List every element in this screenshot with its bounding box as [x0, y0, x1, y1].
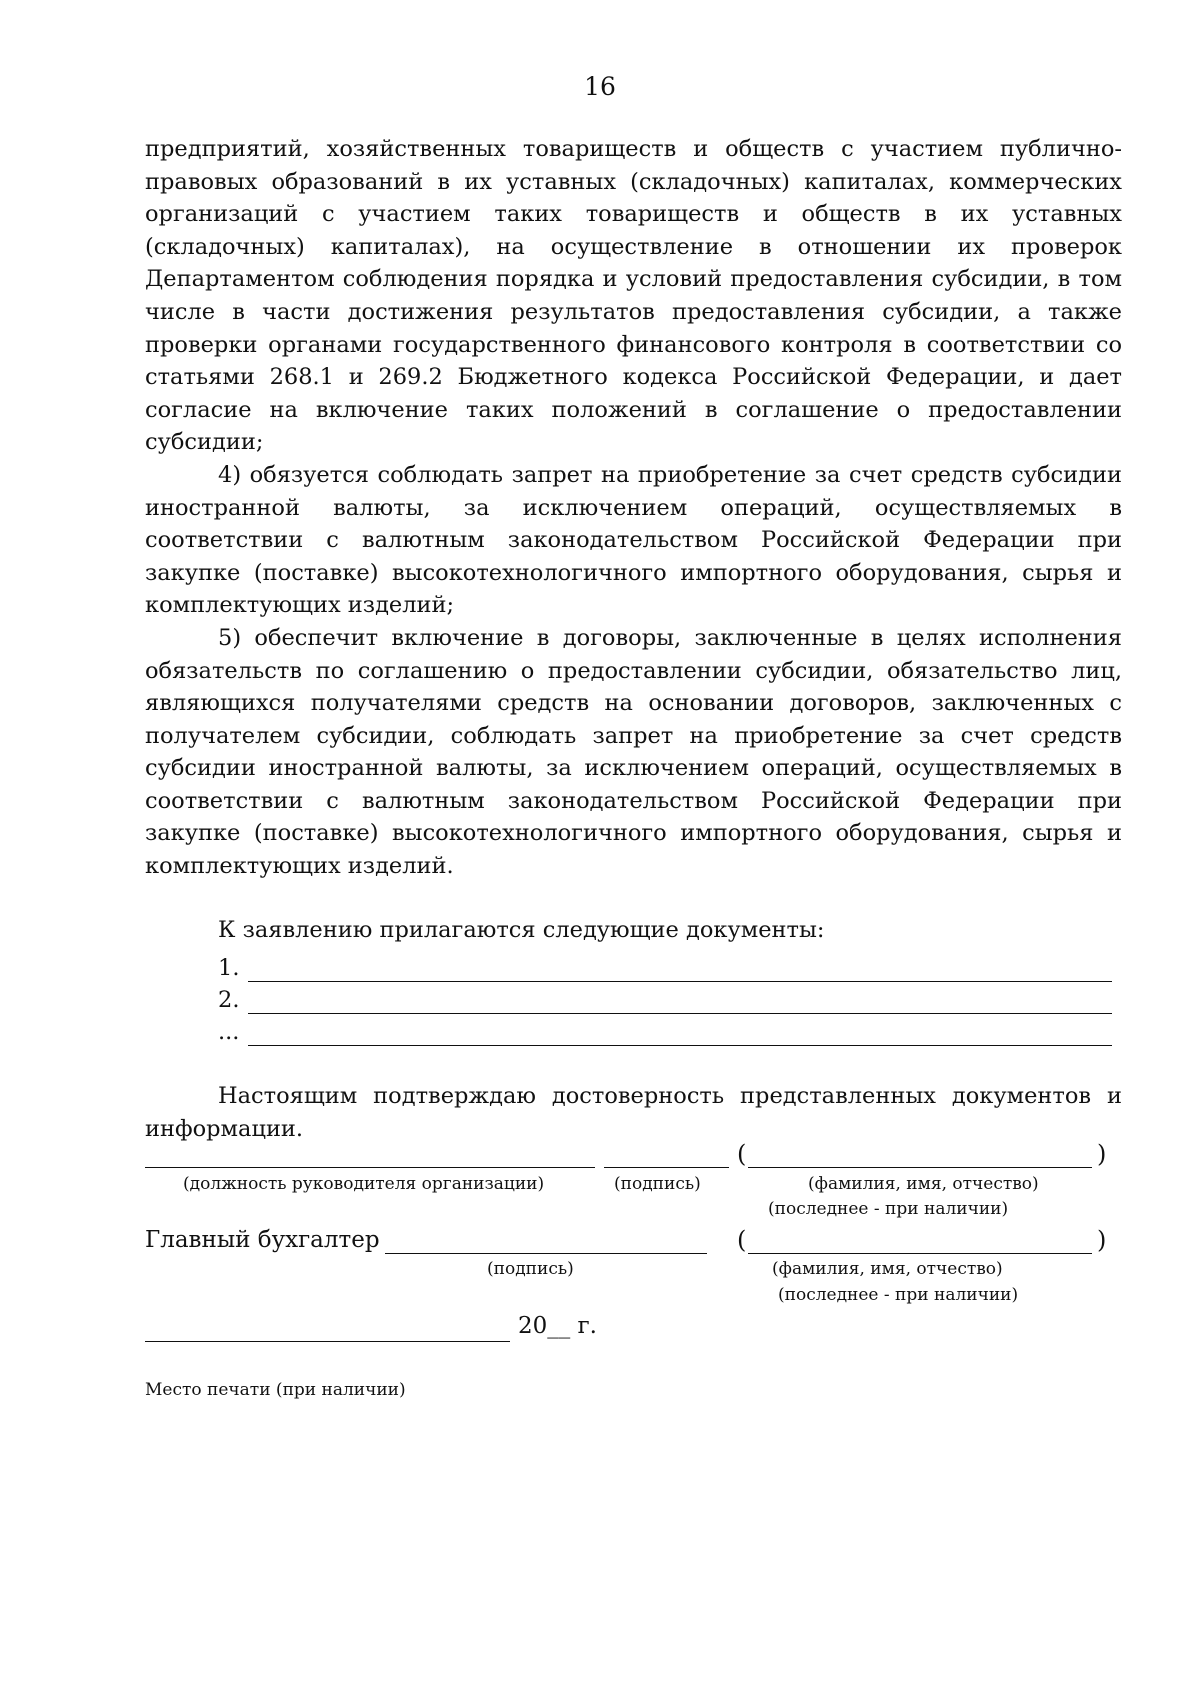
- paragraph-item-5: 5) обеспечит включение в договоры, заключенные в целях исполнения обязательств по соглашению о предоставлении субсидии, обязательство лиц, являющихся получателями средств на основании договоров, заключенных с получателем субсидии, соблюдать запрет на приобретение за счет средств субсидии иностранной валюты, за исключением операций, осуществляемых в соответствии с валютным законодательством Российской Федерации при закупке (поставке) высокотехнологичного импортного оборудования, сырья и комплектующих изделий.: [145, 624, 1122, 880]
- attachment-line-1: [218, 955, 1122, 985]
- chief-accountant-label: Главный бухгалтер: [145, 1227, 380, 1253]
- name-open-paren: (: [737, 1140, 747, 1168]
- confirmation-text: Настоящим подтверждаю достоверность представленных документов и информации.: [145, 1083, 1122, 1142]
- accountant-name-caption: (фамилия, имя, отчество): [772, 1259, 1003, 1279]
- attachment-blank-line: [248, 1013, 1112, 1014]
- head-name-line: [748, 1167, 1092, 1168]
- stamp-note: Место печати (при наличии): [145, 1380, 406, 1400]
- paragraph-continuation: предприятий, хозяйственных товариществ и обществ с участием публично-правовых образований в их уставных (складочных) капиталах, коммерческих организаций с участием таких товариществ и обществ в их уставных (складочных) капиталах), на осуществление в отношении их проверок Департаментом соблюдения порядка и условий предоставления субсидии, в том числе в части достижения результатов предоставления субсидии, а также проверки органами государственного финансового контроля в соответствии со статьями 268.1 и 269.2 Бюджетного кодекса Российской Федерации, и дает согласие на включение таких положений в соглашение о предоставлении субсидии;: [145, 136, 1122, 456]
- accountant-signature-line: [385, 1253, 707, 1254]
- head-signature-caption: (подпись): [614, 1174, 701, 1194]
- attachment-line-3: [218, 1019, 1122, 1049]
- attachment-number: 2.: [218, 987, 240, 1013]
- position-caption: (должность руководителя организации): [183, 1174, 545, 1194]
- accountant-name-line: [748, 1253, 1092, 1254]
- name-close-paren: ): [1097, 1140, 1107, 1168]
- date-line: [145, 1341, 510, 1342]
- attachments-heading: К заявлению прилагаются следующие документы:: [218, 917, 825, 943]
- head-name-caption-note: (последнее - при наличии): [768, 1199, 1009, 1219]
- date-year-label: 20__ г.: [518, 1313, 597, 1339]
- attachment-number: ...: [218, 1019, 240, 1045]
- position-signature-line: [145, 1167, 595, 1168]
- attachment-blank-line: [248, 981, 1112, 982]
- body-text: [145, 133, 1122, 883]
- accountant-close-paren: ): [1097, 1226, 1107, 1254]
- accountant-name-caption-note: (последнее - при наличии): [778, 1285, 1019, 1305]
- head-signature-line: [604, 1167, 729, 1168]
- confirmation-statement: [145, 1080, 1122, 1145]
- head-name-caption: (фамилия, имя, отчество): [808, 1174, 1039, 1194]
- accountant-signature-caption: (подпись): [487, 1259, 574, 1279]
- page-number: 16: [584, 72, 616, 101]
- attachment-line-2: [218, 987, 1122, 1017]
- attachment-number: 1.: [218, 955, 240, 981]
- accountant-open-paren: (: [737, 1226, 747, 1254]
- attachment-blank-line: [248, 1045, 1112, 1046]
- paragraph-item-4: 4) обязуется соблюдать запрет на приобретение за счет средств субсидии иностранной валюты, за исключением операций, осуществляемых в соответствии с валютным законодательством Российской Федерации при закупке (поставке) высокотехнологичного импортного оборудования, сырья и комплектующих изделий;: [145, 461, 1122, 619]
